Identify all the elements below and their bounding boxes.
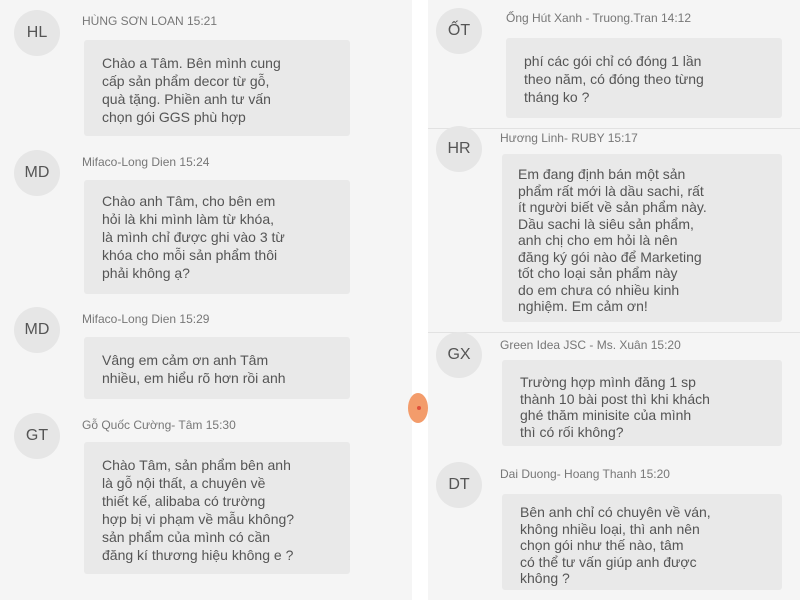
message-bubble [502,360,782,446]
message-text: Bên anh chỉ có chuyên về ván, không nhiều loại, thì anh nên chọn gói như thế nào, tâm có thể tư vấn giúp anh được không ? [520,504,711,586]
message-time: 15:29 [179,312,210,326]
message-time: 15:20 [639,467,670,481]
message-time: 15:24 [179,155,210,169]
avatar[interactable]: GX [436,332,482,378]
message-bubble [506,38,782,118]
author-name: Green Idea JSC - Ms. Xuân [500,338,648,352]
message-time: 15:20 [650,338,681,352]
message-meta [82,312,209,326]
author-name: Ống Hút Xanh - Truong.Tran [506,11,658,25]
author-name: Mifaco-Long Dien [82,155,177,169]
message-bubble [84,337,350,399]
message-bubble [84,180,350,294]
message-separator [428,128,800,129]
author-name: Dai Duong- Hoang Thanh [500,467,637,481]
message-text: Chào Tâm, sản phẩm bên anh là gỗ nội thất, a chuyên về thiết kế, alibaba có trường hợp bị vi phạm về mẫu không? sản phẩm của mình có cần đăng kí thương hiệu không e ? [102,457,295,563]
message-text: Em đang định bán một sản phẩm rất mới là dầu sachi, rất ít người biết về sản phẩm này. Dầu sachi là siêu sản phẩm, anh chị cho em hỏi là nên đăng ký gói nào để Marketing tốt cho loại sản phẩm này do em chưa có nhiều kinh nghiệm. Em cảm ơn! [518,166,707,314]
floating-chat-button[interactable] [408,393,428,423]
author-name: Gỗ Quốc Cường- Tâm [82,418,203,432]
message-meta [82,14,217,28]
author-name: Hương Linh- RUBY [500,131,605,145]
message-text: Chào a Tâm. Bên mình cung cấp sản phẩm decor từ gỗ, quà tặng. Phiền anh tư vấn chọn gói GGS phù hợp [102,55,281,125]
message-meta [506,11,691,25]
message-time: 15:21 [186,14,218,28]
message-text: phí các gói chỉ có đóng 1 lần theo năm, có đóng theo từng tháng ko ? [524,53,704,105]
message-time: 15:30 [205,418,236,432]
message-text: Vâng em cảm ơn anh Tâm nhiều, em hiểu rõ hơn rồi anh [102,352,286,386]
avatar[interactable]: HR [436,126,482,172]
message-time: 14:12 [660,11,692,25]
message-meta [82,155,209,169]
message-text: Chào anh Tâm, cho bên em hỏi là khi mình làm từ khóa, là mình chỉ được ghi vào 3 từ khóa cho mỗi sản phẩm thôi phải không ạ? [102,193,285,281]
right-chat-column [428,0,800,600]
author-name: HÙNG SƠN LOAN [82,14,184,28]
message-meta [82,418,236,432]
message-meta [500,338,681,352]
avatar[interactable]: MD [14,307,60,353]
message-bubble [84,40,350,136]
message-text: Trường hợp mình đăng 1 sp thành 10 bài post thì khi khách ghé thăm minisite của mình thì có rối không? [520,374,710,440]
avatar[interactable]: HL [14,10,60,56]
avatar[interactable]: ỐT [436,8,482,54]
message-separator [428,332,800,333]
message-bubble [502,494,782,590]
column-divider [412,0,428,600]
avatar[interactable]: GT [14,413,60,459]
avatar[interactable]: DT [436,462,482,508]
message-meta [500,131,638,145]
message-bubble [84,442,350,574]
message-meta [500,467,670,481]
author-name: Mifaco-Long Dien [82,312,177,326]
message-time: 15:17 [607,131,638,145]
message-bubble [502,154,782,322]
avatar[interactable]: MD [14,150,60,196]
